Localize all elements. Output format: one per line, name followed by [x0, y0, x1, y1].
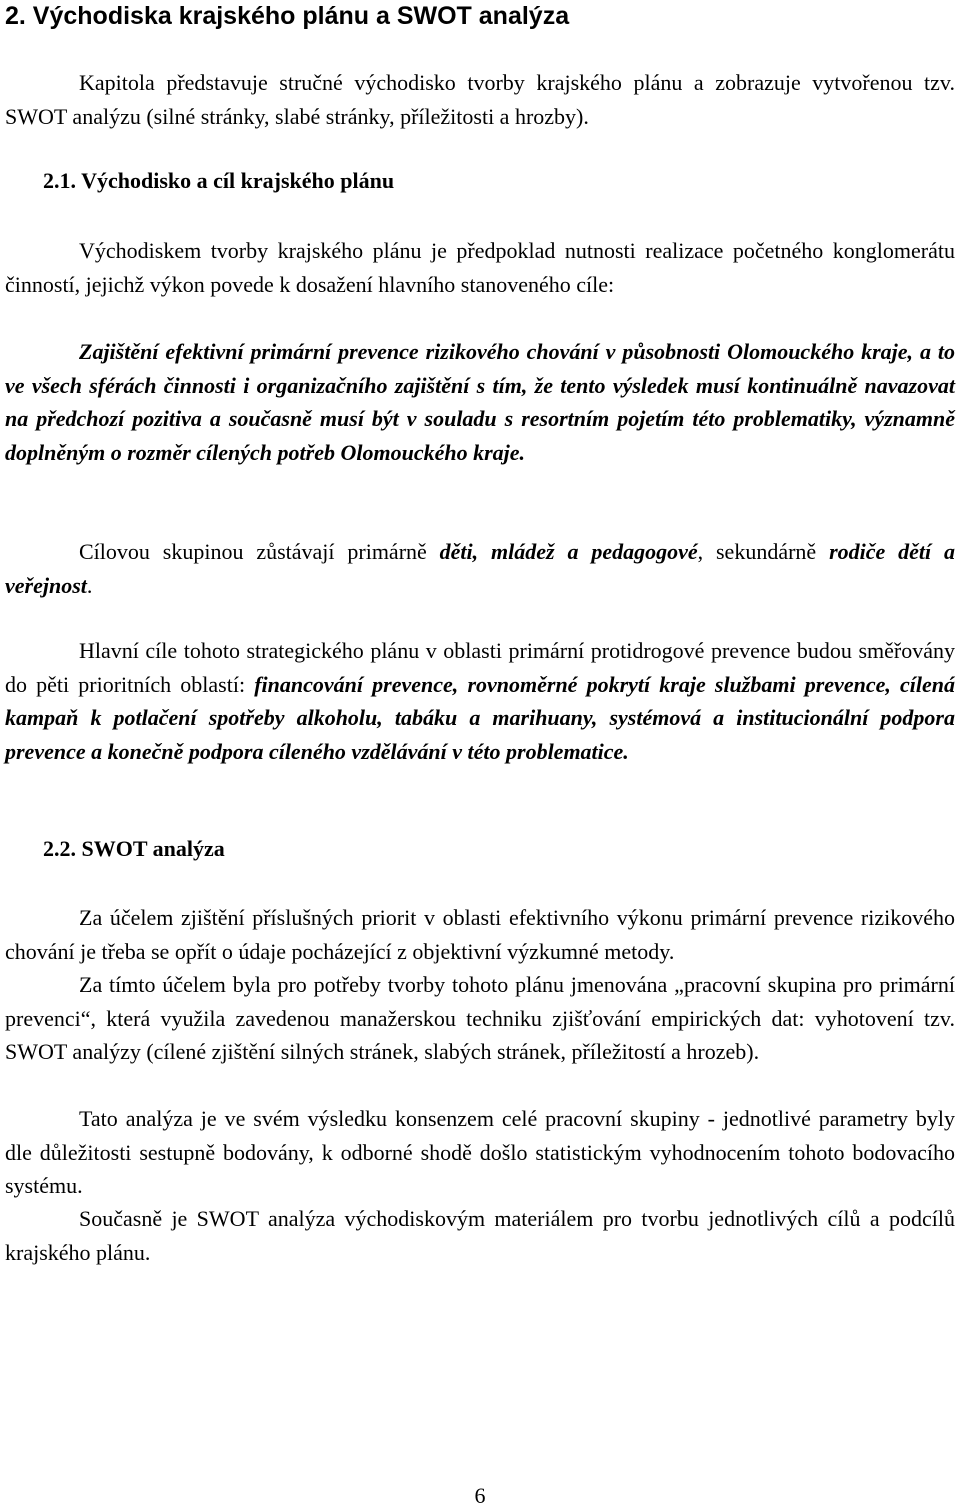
chapter-title: 2. Východiska krajského plánu a SWOT analýza: [5, 2, 570, 30]
target-group-paragraph: [5, 535, 955, 602]
starting-point-paragraph: Východiskem tvorby krajského plánu je předpoklad nutnosti realizace početného konglomerátu činností, jejichž výkon povede k dosažení hlavního stanoveného cíle:: [5, 238, 955, 297]
swot-purpose-paragraph: Za účelem zjištění příslušných priorit v oblasti efektivního výkonu primární prevence rizikového chování je třeba se opřít o údaje pocházející z objektivní výzkumné metody.: [5, 905, 955, 964]
consensus-paragraph: Tato analýza je ve svém výsledku konsenzem celé pracovní skupiny - jednotlivé parametry byly dle důležitosti sestupně bodovány, k odborné shodě došlo statistickým vyhodnocením tohoto bodovacího systému.: [5, 1106, 955, 1198]
section-heading-2-2: 2.2. SWOT analýza: [43, 836, 225, 861]
intro-paragraph: Kapitola představuje stručné východisko tvorby krajského plánu a zobrazuje vytvořenou tzv. SWOT analýzu (silné stránky, slabé stránky, příležitosti a hrozby).: [5, 70, 955, 129]
page-number: 6: [474, 1483, 486, 1508]
main-goals-prefix: Hlavní cíle tohoto strategického plánu v oblasti primární protidrogové prevence budou směřovány do pěti prioritních oblastí:: [5, 638, 955, 697]
main-goal-paragraph: Zajištění efektivní primární prevence rizikového chování v působnosti Olomouckého kraje, a to ve všech sférách činnosti i organizačního zajištění s tím, že tento výsledek musí kontinuálně navazovat na předchozí pozitiva a současně musí být v souladu s resortním pojetím této problematiky, významně doplněným o rozměr cílených potřeb Olomouckého kraje.: [5, 339, 955, 465]
priority-areas: financování prevence, rovnoměrné pokrytí kraje službami prevence, cílená kampaň k potlačení spotřeby alkoholu, tabáku a marihuany, systémová a institucionální podpora prevence a konečně podpora cíleného vzdělávání v této problematice.: [5, 671, 955, 764]
working-group-paragraph: Za tímto účelem byla pro potřeby tvorby tohoto plánu jmenována „pracovní skupina pro primární prevenci“, která využila zavedenou manažerskou techniku zjišťování empirických dat: vyhotovení tzv. SWOT analýzy (cílené zjištění silných stránek, slabých stránek, příležitostí a hrozeb).: [5, 972, 955, 1064]
target-group-suffix: .: [86, 572, 93, 598]
section-heading-2-1: 2.1. Východisko a cíl krajského plánu: [43, 168, 395, 193]
swot-basis-paragraph: Současně je SWOT analýza východiskovým materiálem pro tvorbu jednotlivých cílů a podcílů krajského plánu.: [5, 1206, 955, 1265]
main-goals-paragraph: [5, 634, 955, 768]
target-group-prefix: Cílovou skupinou zůstávají primárně: [79, 539, 440, 564]
target-group-middle: , sekundárně: [697, 539, 830, 564]
secondary-target-group: rodiče dětí a veřejnost: [5, 539, 955, 598]
primary-target-group: děti, mládež a pedagogové: [439, 539, 698, 564]
